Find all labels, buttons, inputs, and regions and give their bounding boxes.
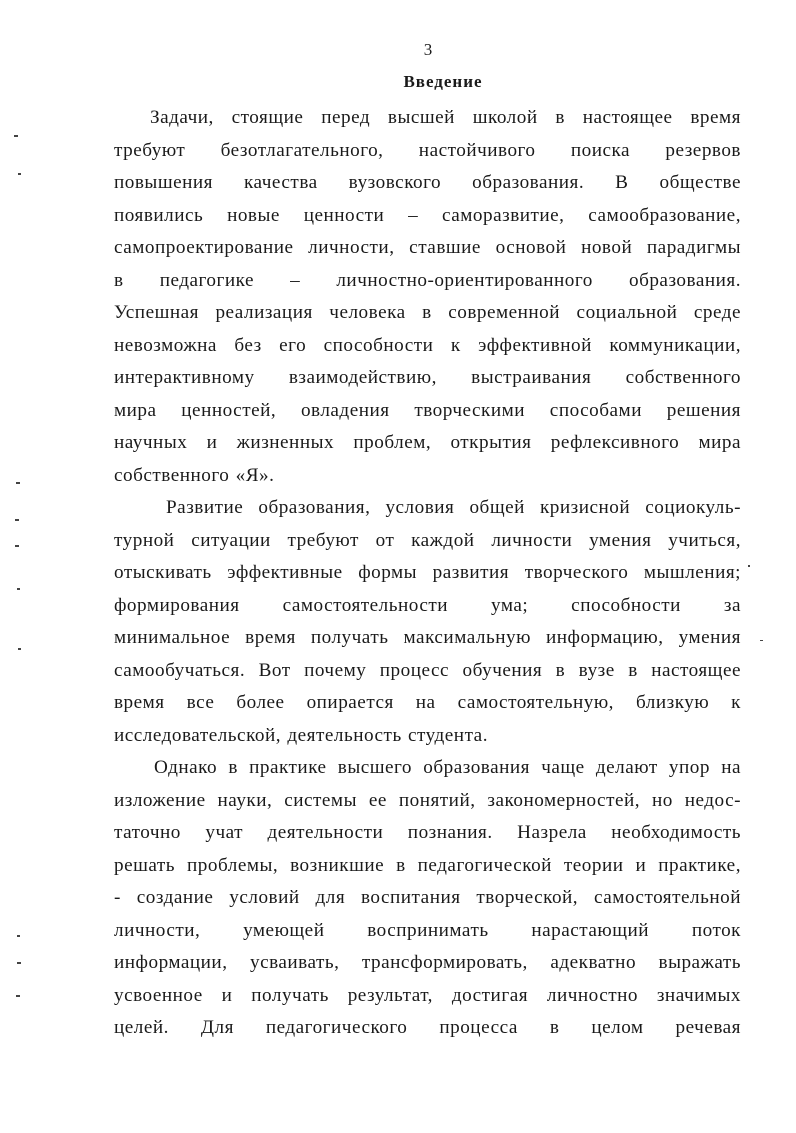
- text-line: невозможна без его способности к эффективной коммуникации,: [114, 334, 741, 356]
- text-line: Однако в практике высшего образования чаще делают упор на: [154, 757, 741, 778]
- scan-speck: [15, 519, 19, 521]
- scan-speck: [18, 648, 21, 650]
- text-line: появились новые ценности – саморазвитие, самообразование,: [114, 204, 741, 226]
- text-line: требуют безотлагательного, настойчивого поиска резервов: [114, 139, 741, 161]
- paragraph-1: [114, 102, 741, 492]
- text-line: усвоенное и получать результат, достигая личностно значимых: [114, 984, 741, 1006]
- scan-speck: [16, 482, 20, 484]
- text-line: интерактивному взаимодействию, выстраивания собственного: [114, 367, 741, 388]
- scan-speck: [17, 935, 20, 937]
- text-line: в педагогике – личностно-ориентированного образования.: [114, 269, 741, 291]
- text-line: информации, усваивать, трансформировать, адекватно выражать: [114, 952, 741, 973]
- text-line: самообучаться. Вот почему процесс обучения в вузе в настоящее: [114, 659, 741, 681]
- text-line: время все более опирается на самостоятельную, близкую к: [114, 692, 741, 713]
- text-line: изложение науки, системы ее понятий, закономерностей, но недос-: [114, 789, 741, 811]
- text-line: Задачи, стоящие перед высшей школой в настоящее время: [150, 107, 741, 128]
- text-line: самопроектирование личности, ставшие основой новой парадигмы: [114, 237, 741, 258]
- scan-speck: [14, 135, 18, 137]
- text-line: минимальное время получать максимальную информацию, умения: [114, 627, 741, 648]
- text-line: турной ситуации требуют от каждой личности умения учиться,: [114, 529, 741, 551]
- text-line: повышения качества вузовского образования. В обществе: [114, 172, 741, 193]
- text-line: мира ценностей, овладения творческими способами решения: [114, 399, 741, 421]
- text-line: целей. Для педагогического процесса в целом речевая: [114, 1017, 741, 1038]
- text-line: формирования самостоятельности ума; способности за: [114, 594, 741, 616]
- scan-speck: [17, 588, 20, 590]
- page-number: 3: [423, 40, 433, 59]
- text-line: личности, умеющей воспринимать нарастающий поток: [114, 919, 741, 941]
- scan-speck: [748, 565, 750, 567]
- paragraph-3: [114, 752, 741, 1045]
- section-heading: Введение: [403, 72, 483, 91]
- paragraph-2: [114, 492, 741, 752]
- text-line: отыскивать эффективные формы развития творческого мышления;: [114, 562, 741, 583]
- text-line: решать проблемы, возникшие в педагогической теории и практике,: [114, 854, 741, 876]
- scan-speck: [16, 995, 20, 997]
- scan-speck: [18, 173, 21, 175]
- scan-speck: [15, 545, 19, 547]
- text-line: научных и жизненных проблем, открытия рефлексивного мира: [114, 432, 741, 453]
- text-line: таточно учат деятельности познания. Назрела необходимость: [114, 822, 741, 843]
- scan-speck: [760, 640, 763, 641]
- text-line: Развитие образования, условия общей кризисной социокуль-: [166, 497, 741, 518]
- text-line: - создание условий для воспитания творческой, самостоятельной: [114, 887, 741, 908]
- text-line: Успешная реализация человека в современной социальной среде: [114, 302, 741, 323]
- text-line: исследовательской, деятельность студента.: [114, 724, 489, 746]
- scan-speck: [17, 962, 21, 964]
- text-line: собственного «Я».: [114, 464, 275, 486]
